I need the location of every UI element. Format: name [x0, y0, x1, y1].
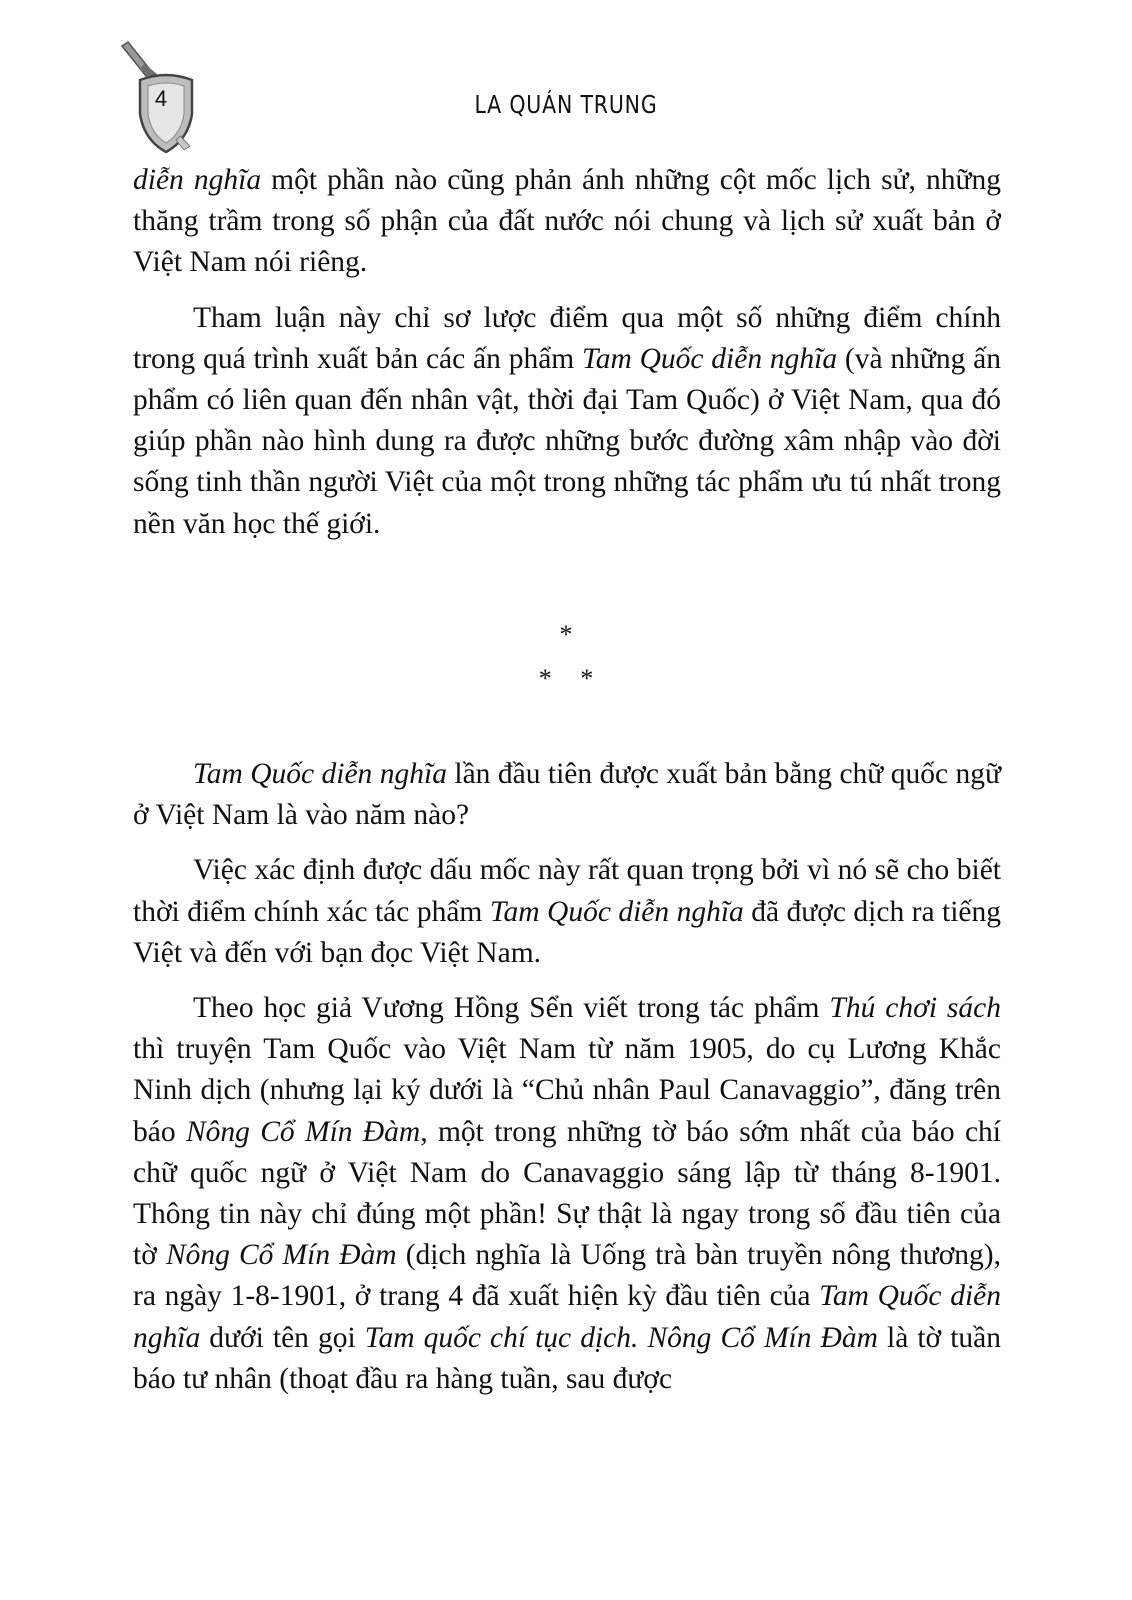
italic-text: diễn nghĩa [133, 164, 262, 196]
text-run: (dịch nghĩa là Uống trà bàn truyền nông thương), ra ngày 1-8-1901, ở trang 4 đã xuất hiện kỳ đầu tiên của [133, 1239, 1002, 1313]
text-run: Theo học giả Vương Hồng Sển viết trong tác phẩm [193, 992, 830, 1025]
section-separator-top: * [559, 620, 573, 649]
italic-text: Nông Cổ Mín Đàm [165, 1239, 397, 1272]
text-run: thì truyện Tam Quốc vào Việt Nam từ năm 1905, do cụ Lương Khắc Ninh dịch (nhưng lại ký dưới là “Chủ nhân Paul Canavaggio”, đăng trên báo [133, 1033, 1001, 1148]
paragraph [133, 298, 1001, 545]
text-run: (và những ấn phẩm có liên quan đến nhân vật, thời đại Tam Quốc) ở Việt Nam, qua đó giúp phần nào hình dung ra được những bước đường xâm nhập vào đời sống tinh thần người Việt của một trong những tác phẩm ưu tú nhất trong nền văn học thế giới. [133, 342, 1001, 540]
text-run: Việc xác định được dấu mốc này rất quan trọng bởi vì nó sẽ cho biết thời điểm chính xác tác phẩm [133, 854, 1001, 928]
text-run: lần đầu tiên được xuất bản bằng chữ quốc ngữ ở Việt Nam là vào năm nào? [133, 758, 1001, 832]
running-title: LA QUÁN TRUNG [474, 90, 658, 119]
text-run: dưới tên gọi [200, 1321, 365, 1354]
paragraph [133, 988, 1001, 1400]
italic-text: Nông Cổ Mín Đàm, [185, 1115, 428, 1148]
paragraph [133, 754, 1001, 836]
paragraph [133, 160, 1001, 284]
italic-text: Tam Quốc diễn nghĩa [193, 758, 447, 790]
body-text-lower [133, 754, 1001, 1414]
italic-text: Tam Quốc diễn nghĩa [489, 895, 744, 928]
text-run: đã được dịch ra tiếng Việt và đến với bạn đọc Việt Nam. [133, 895, 1001, 969]
italic-text: Tam Quốc diễn nghĩa [582, 342, 838, 375]
paragraph [133, 850, 1001, 974]
page-number: 4 [154, 86, 168, 111]
italic-text: Tam Quốc diễn nghĩa [133, 1280, 1001, 1354]
section-separator-bottom: * * [538, 664, 594, 693]
italic-text: Tam quốc chí tục dịch. [364, 1321, 639, 1354]
italic-text: Nông Cổ Mín Đàm [647, 1321, 878, 1354]
italic-text: Thú chơi sách [829, 992, 1002, 1025]
text-run: một trong những tờ báo sớm nhất của báo chí chữ quốc ngữ ở Việt Nam do Canavaggio sáng lập từ tháng 8-1901. Thông tin này chỉ đúng một phần! Sự thật là ngay trong số đầu tiên của tờ [133, 1115, 1002, 1272]
text-run: một phần nào cũng phản ánh những cột mốc lịch sử, những thăng trầm trong số phận của đất nước nói chung và lịch sử xuất bản ở Việt Nam nói riêng. [133, 164, 1001, 279]
text-run: Tham luận này chỉ sơ lược điểm qua một số những điểm chính trong quá trình xuất bản các ấn phẩm [133, 301, 1001, 375]
text-run: là tờ tuần báo tư nhân (thoạt đầu ra hàng tuần, sau được [133, 1321, 1002, 1395]
body-text-upper [133, 160, 1001, 559]
